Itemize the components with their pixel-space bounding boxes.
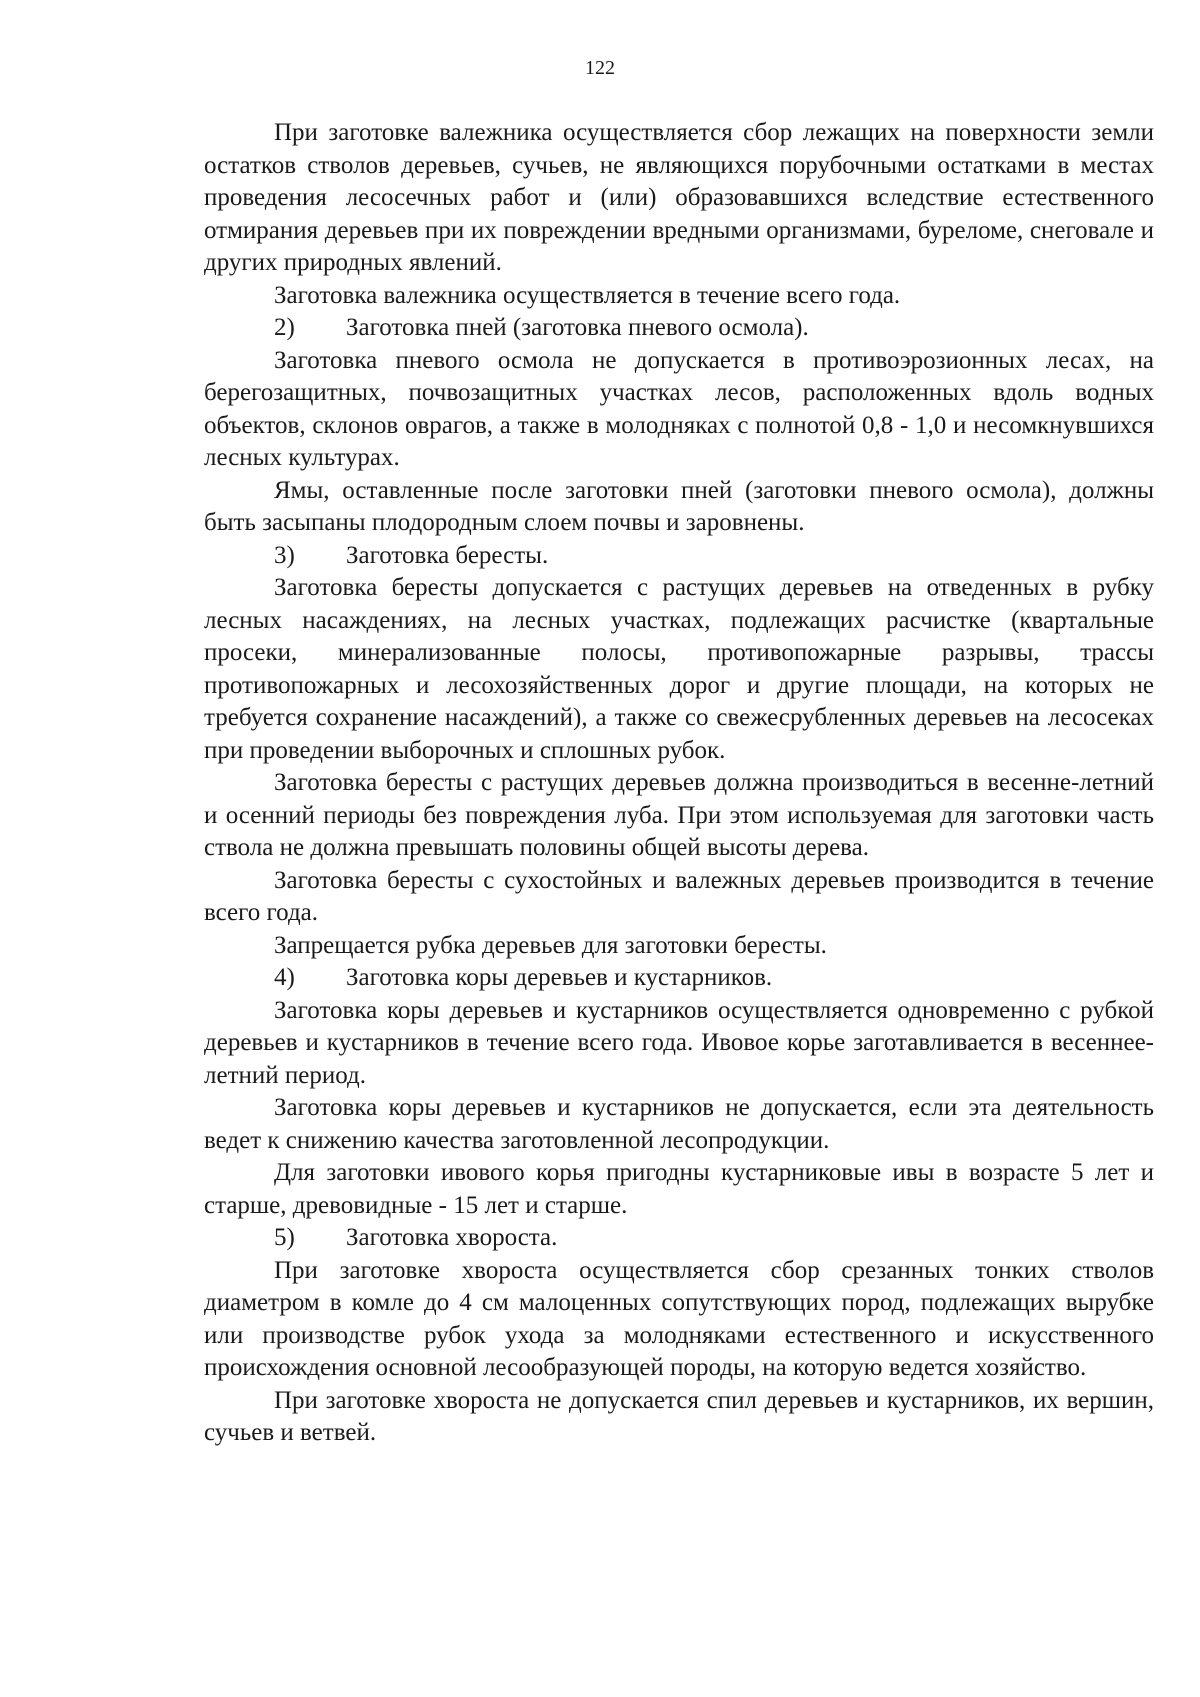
list-item-text: Заготовка хвороста. [346, 1224, 558, 1251]
paragraph: Заготовка пневого осмола не допускается в противоэрозионных лесах, на берегозащитных, почвозащитных участках лесов, расположенных вдоль водных объектов, склонов оврагов, а также в молодняках с полнотой 0,8 - 1,0 и несомкнувшихся лесных культурах. [204, 346, 1154, 471]
list-item [204, 312, 1154, 345]
paragraph: Заготовка валежника осуществляется в течение всего года. [274, 281, 901, 309]
list-item-number: 5) [274, 1224, 295, 1251]
paragraph: Заготовка бересты допускается с растущих деревьев на отведенных в рубку лесных насаждениях, на лесных участках, подлежащих расчистке (квартальные просеки, минерализованные полосы, противопожарные разрывы, трассы противопожарных и лесохозяйственных дорог и другие площади, на которых не требуется сохранение насаждений), а также со свежесрубленных деревьев на лесосеках при проведении выборочных и сплошных рубок. [204, 574, 1154, 764]
paragraph: При заготовке хвороста осуществляется сбор срезанных тонких стволов диаметром в комле до 4 см малоценных сопутствующих пород, подлежащих вырубке или производстве рубок ухода за молодняками естественного и искусственного происхождения основной лесообразующей породы, на которую ведется хозяйство. [204, 1256, 1154, 1381]
paragraph: Заготовка коры деревьев и кустарников осуществляется одновременно с рубкой деревьев и кустарников в течение всего года. Ивовое корье заготавливается в весеннее-летний период. [204, 996, 1154, 1089]
paragraph: Заготовка коры деревьев и кустарников не допускается, если эта деятельность ведет к снижению качества заготовленной лесопродукции. [204, 1094, 1154, 1154]
paragraph: Заготовка бересты с сухостойных и валежных деревьев производится в течение всего года. [204, 866, 1154, 926]
list-item [204, 962, 1154, 995]
list-item-number: 4) [274, 964, 295, 991]
list-item-text: Заготовка коры деревьев и кустарников. [346, 964, 773, 991]
paragraph: Заготовка бересты с растущих деревьев должна производиться в весенне-летний и осенний периоды без повреждения луба. При этом используемая для заготовки часть ствола не должна превышать половины общей высоты дерева. [204, 769, 1154, 861]
page-number: 122 [585, 57, 615, 79]
paragraph: Для заготовки ивового корья пригодны кустарниковые ивы в возрасте 5 лет и старше, древовидные - 15 лет и старше. [204, 1159, 1154, 1219]
list-item-text: Заготовка пней (заготовка пневого осмола). [346, 314, 809, 341]
list-item [204, 1222, 1154, 1255]
document-body [204, 117, 1154, 1450]
list-item-number: 3) [274, 541, 295, 569]
paragraph: Запрещается рубка деревьев для заготовки бересты. [274, 931, 827, 959]
list-item [204, 540, 1154, 573]
paragraph: При заготовке хвороста не допускается спил деревьев и кустарников, их вершин, сучьев и ветвей. [204, 1386, 1154, 1446]
paragraph: При заготовке валежника осуществляется сбор лежащих на поверхности земли остатков стволов деревьев, сучьев, не являющихся порубочными остатками в местах проведения лесосечных работ и (или) образовавшихся вследствие естественного отмирания деревьев при их повреждении вредными организмами, буреломе, снеговале и других природных явлений. [204, 119, 1154, 276]
list-item-text: Заготовка бересты. [346, 541, 549, 569]
paragraph: Ямы, оставленные после заготовки пней (заготовки пневого осмола), должны быть засыпаны плодородным слоем почвы и заровнены. [204, 476, 1154, 536]
list-item-number: 2) [274, 314, 295, 341]
